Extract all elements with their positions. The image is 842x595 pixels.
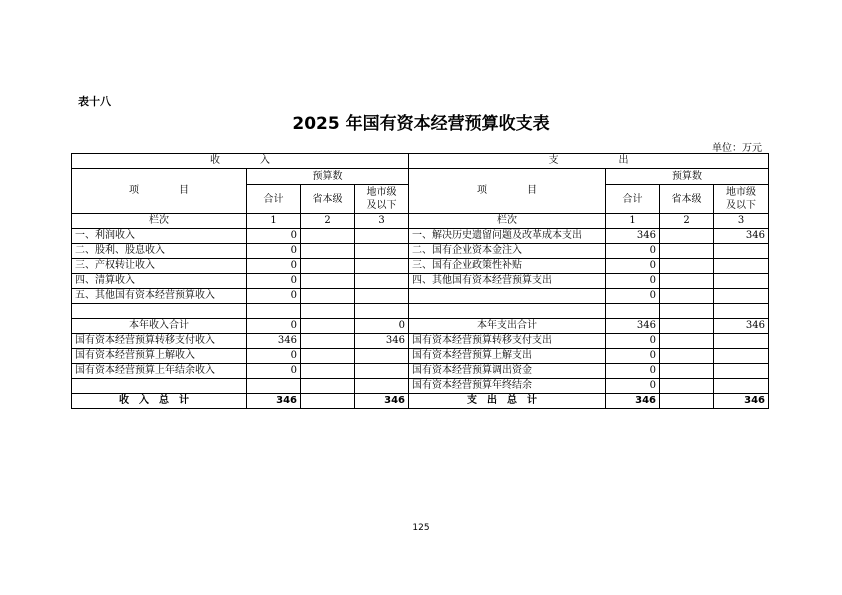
col-city-line2: 及以下	[726, 200, 756, 211]
unit-label: 单位：万元	[712, 143, 762, 154]
income-grand-total-label: 收入总计	[72, 394, 247, 409]
index-cell: 3	[355, 214, 409, 229]
expense-total-cell: 0	[606, 289, 660, 304]
expense-total-cell: 0	[606, 379, 660, 394]
expense-province-cell	[660, 319, 714, 334]
income-city-cell	[355, 304, 409, 319]
income-total-cell: 0	[247, 244, 301, 259]
income-province-cell	[301, 259, 355, 274]
expense-total-cell: 346	[606, 229, 660, 244]
index-cell: 3	[714, 214, 769, 229]
expense-item-cell: 四、其他国有资本经营预算支出	[409, 274, 606, 289]
expense-province-cell	[660, 259, 714, 274]
income-total-cell: 346	[247, 334, 301, 349]
income-total-cell	[247, 379, 301, 394]
expense-item-cell: 国有资本经营预算年终结余	[409, 379, 606, 394]
income-item-cell: 五、其他国有资本经营预算收入	[72, 289, 247, 304]
table-row	[72, 259, 769, 274]
expense-item-header: 项 目	[409, 169, 606, 214]
page-number: 125	[412, 523, 430, 533]
income-province-cell	[301, 289, 355, 304]
expense-province-cell	[660, 274, 714, 289]
income-item-cell	[72, 379, 247, 394]
expense-city-cell: 346	[714, 229, 769, 244]
expense-city-cell	[714, 379, 769, 394]
income-total-cell: 0	[247, 229, 301, 244]
income-total-cell: 0	[247, 349, 301, 364]
income-item-cell: 国有资本经营预算上年结余收入	[72, 364, 247, 379]
income-item-cell: 国有资本经营预算转移支付收入	[72, 334, 247, 349]
income-item-cell: 四、清算收入	[72, 274, 247, 289]
expense-city-cell	[714, 274, 769, 289]
expense-grand-province	[660, 394, 714, 409]
expense-total-cell	[606, 304, 660, 319]
income-col-province: 省本级	[301, 185, 355, 214]
income-province-cell	[301, 334, 355, 349]
expense-province-cell	[660, 349, 714, 364]
income-item-cell: 一、利润收入	[72, 229, 247, 244]
expense-city-cell	[714, 304, 769, 319]
income-item-cell: 三、产权转让收入	[72, 259, 247, 274]
expense-province-cell	[660, 289, 714, 304]
income-total-cell: 0	[247, 259, 301, 274]
expense-grand-total-label: 支出总计	[409, 394, 606, 409]
income-city-cell	[355, 289, 409, 304]
table-row	[72, 334, 769, 349]
table-row	[72, 229, 769, 244]
expense-item-cell: 国有资本经营预算转移支付支出	[409, 334, 606, 349]
income-item-cell: 二、股利、股息收入	[72, 244, 247, 259]
income-total-cell: 0	[247, 274, 301, 289]
table-row	[72, 274, 769, 289]
table-row	[72, 304, 769, 319]
budget-header-row	[72, 169, 769, 185]
expense-province-cell	[660, 244, 714, 259]
expense-col-city	[714, 185, 769, 214]
income-province-cell	[301, 244, 355, 259]
expense-section-header: 支 出	[409, 154, 769, 169]
expense-col-province: 省本级	[660, 185, 714, 214]
income-city-cell	[355, 274, 409, 289]
expense-city-cell	[714, 259, 769, 274]
income-province-cell	[301, 349, 355, 364]
expense-province-cell	[660, 334, 714, 349]
expense-city-cell	[714, 349, 769, 364]
col-city-line2: 及以下	[366, 200, 397, 211]
table-number-label: 表十八	[78, 95, 111, 108]
income-budget-header: 预算数	[247, 169, 409, 185]
expense-city-cell	[714, 334, 769, 349]
income-city-cell	[355, 259, 409, 274]
expense-city-cell: 346	[714, 319, 769, 334]
expense-item-cell: 本年支出合计	[409, 319, 606, 334]
expense-total-cell: 0	[606, 244, 660, 259]
table-row	[72, 364, 769, 379]
expense-item-cell: 一、解决历史遗留问题及改革成本支出	[409, 229, 606, 244]
income-total-cell	[247, 304, 301, 319]
table-row	[72, 289, 769, 304]
expense-item-cell	[409, 304, 606, 319]
expense-item-cell: 三、国有企业政策性补贴	[409, 259, 606, 274]
expense-budget-header: 预算数	[606, 169, 769, 185]
expense-province-cell	[660, 364, 714, 379]
income-province-cell	[301, 379, 355, 394]
budget-table	[71, 153, 769, 409]
table-row	[72, 244, 769, 259]
expense-total-cell: 0	[606, 259, 660, 274]
expense-total-cell: 0	[606, 274, 660, 289]
income-col-city	[355, 185, 409, 214]
expense-province-cell	[660, 229, 714, 244]
income-section-header: 收 入	[72, 154, 409, 169]
income-city-cell	[355, 364, 409, 379]
income-total-cell: 0	[247, 319, 301, 334]
income-city-cell	[355, 229, 409, 244]
income-index-label: 栏次	[72, 214, 247, 229]
income-city-cell	[355, 349, 409, 364]
income-grand-province	[301, 394, 355, 409]
expense-total-cell: 346	[606, 319, 660, 334]
income-grand-total: 346	[247, 394, 301, 409]
income-grand-city: 346	[355, 394, 409, 409]
income-province-cell	[301, 319, 355, 334]
grand-total-row	[72, 394, 769, 409]
section-header-row	[72, 154, 769, 169]
page-title: 2025 年国有资本经营预算收支表	[292, 114, 550, 134]
table-row	[72, 349, 769, 364]
income-item-cell: 国有资本经营预算上解收入	[72, 349, 247, 364]
table-row	[72, 379, 769, 394]
expense-total-cell: 0	[606, 364, 660, 379]
col-city-line1: 地市级	[726, 187, 756, 198]
income-item-cell	[72, 304, 247, 319]
income-province-cell	[301, 229, 355, 244]
income-col-total: 合计	[247, 185, 301, 214]
income-city-cell: 346	[355, 334, 409, 349]
expense-city-cell	[714, 289, 769, 304]
index-row	[72, 214, 769, 229]
expense-province-cell	[660, 379, 714, 394]
expense-item-cell: 二、国有企业资本金注入	[409, 244, 606, 259]
expense-item-cell: 国有资本经营预算上解支出	[409, 349, 606, 364]
index-cell: 2	[660, 214, 714, 229]
table-row	[72, 319, 769, 334]
expense-total-cell: 0	[606, 349, 660, 364]
expense-col-total: 合计	[606, 185, 660, 214]
expense-index-label: 栏次	[409, 214, 606, 229]
index-cell: 1	[606, 214, 660, 229]
income-total-cell: 0	[247, 289, 301, 304]
expense-grand-city: 346	[714, 394, 769, 409]
income-city-cell	[355, 244, 409, 259]
expense-province-cell	[660, 304, 714, 319]
expense-item-cell	[409, 289, 606, 304]
expense-grand-total: 346	[606, 394, 660, 409]
col-city-line1: 地市级	[366, 187, 397, 198]
income-city-cell	[355, 379, 409, 394]
income-item-cell: 本年收入合计	[72, 319, 247, 334]
expense-item-cell: 国有资本经营预算调出资金	[409, 364, 606, 379]
income-city-cell: 0	[355, 319, 409, 334]
index-cell: 1	[247, 214, 301, 229]
income-province-cell	[301, 274, 355, 289]
income-item-header: 项 目	[72, 169, 247, 214]
expense-city-cell	[714, 364, 769, 379]
income-province-cell	[301, 364, 355, 379]
expense-total-cell: 0	[606, 334, 660, 349]
index-cell: 2	[301, 214, 355, 229]
income-province-cell	[301, 304, 355, 319]
expense-city-cell	[714, 244, 769, 259]
income-total-cell: 0	[247, 364, 301, 379]
